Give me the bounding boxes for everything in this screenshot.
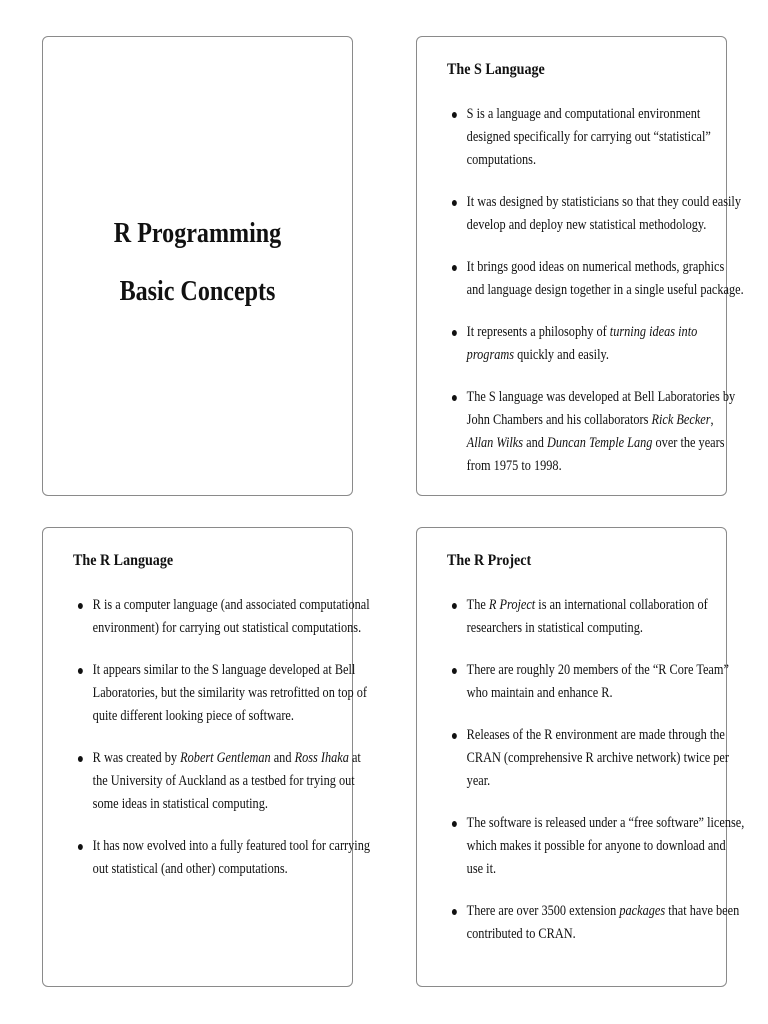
bullet-item: R was created by Robert Gentleman and Ross Ihaka at the University of Auckland as a testbed for trying out some ideas in statistical computing. [73, 747, 327, 816]
slide-r-language [42, 527, 371, 987]
bullet-item: There are roughly 20 members of the “R Core Team” who maintain and enhance R. [447, 659, 701, 705]
bullet-list [447, 594, 745, 965]
bullet-item: S is a language and computational environment designed specifically for carrying out “statistical” computations. [447, 103, 701, 172]
bullet-icon [452, 909, 457, 915]
bullet-icon [78, 844, 83, 850]
slide-heading: The R Language [73, 552, 174, 569]
bullet-icon [452, 265, 457, 271]
bullet-icon [452, 603, 457, 609]
bullet-item: The R Project is an international collaboration of researchers in statistical computing. [447, 594, 701, 640]
presentation-title: R Programming [113, 218, 282, 249]
bullet-item: It has now evolved into a fully featured tool for carrying out statistical (and other) computations. [73, 835, 327, 881]
bullet-icon [78, 668, 83, 674]
bullet-item: The S language was developed at Bell Laboratories by John Chambers and his collaborators Rick Becker, Allan Wilks and Duncan Temple Lang over the years from 1975 to 1998. [447, 386, 701, 478]
bullet-icon [452, 330, 457, 336]
bullet-icon [452, 395, 457, 401]
title-block [43, 217, 352, 309]
bullet-icon [78, 603, 83, 609]
bullet-item: It was designed by statisticians so that they could easily develop and deploy new statistical methodology. [447, 191, 701, 237]
bullet-item: R is a computer language (and associated computational environment) for carrying out statistical computations. [73, 594, 327, 640]
bullet-icon [78, 756, 83, 762]
bullet-icon [452, 200, 457, 206]
bullet-list [447, 103, 744, 497]
bullet-item: It brings good ideas on numerical methods, graphics and language design together in a single useful package. [447, 256, 701, 302]
bullet-item: There are over 3500 extension packages that have been contributed to CRAN. [447, 900, 701, 946]
bullet-icon [452, 112, 457, 118]
bullet-list [73, 594, 371, 900]
slide-title [42, 36, 353, 496]
bullet-item: The software is released under a “free software” license, which makes it possible for anyone to download and use it. [447, 812, 701, 881]
slide-s-language [416, 36, 744, 496]
bullet-item: It represents a philosophy of turning ideas into programs quickly and easily. [447, 321, 701, 367]
bullet-item: It appears similar to the S language developed at Bell Laboratories, but the similarity was retrofitted on top of quite different looking piece of software. [73, 659, 327, 728]
bullet-icon [452, 668, 457, 674]
bullet-item: Releases of the R environment are made through the CRAN (comprehensive R archive network) twice per year. [447, 724, 701, 793]
slide-heading: The S Language [447, 61, 545, 78]
slide-r-project [416, 527, 745, 987]
slide-heading: The R Project [447, 552, 532, 569]
bullet-icon [452, 821, 457, 827]
presentation-subtitle: Basic Concepts [119, 276, 276, 307]
bullet-icon [452, 733, 457, 739]
